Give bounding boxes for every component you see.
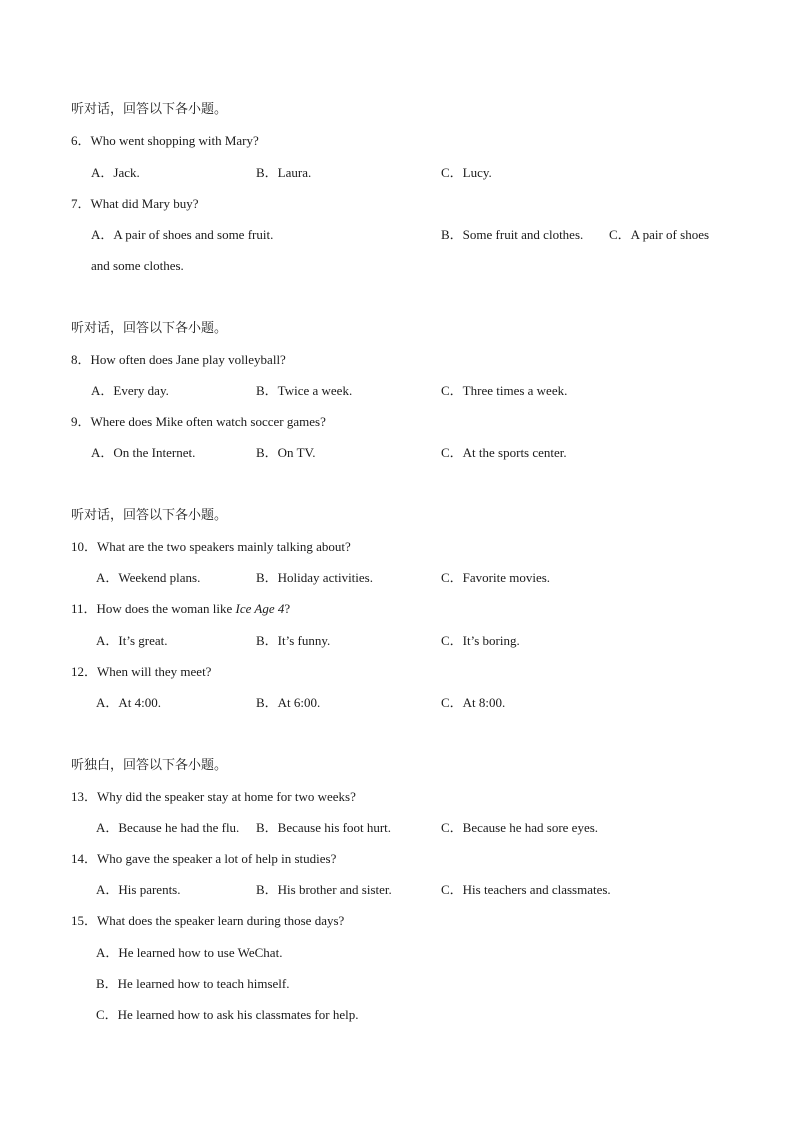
question-number: 10．: [71, 539, 98, 554]
option-c: C．At 8:00.: [441, 695, 506, 710]
question-8: [71, 352, 286, 368]
option-c: C．He learned how to ask his classmates for help.: [96, 1007, 359, 1022]
section-heading: 听对话，回答以下各小题。: [71, 508, 228, 523]
option-c: C．Lucy.: [441, 165, 492, 180]
option-b: B．He learned how to teach himself.: [96, 976, 290, 991]
option-a: A．At 4:00.: [96, 695, 162, 710]
question-number: 7．: [71, 196, 91, 211]
section-heading: 听对话，回答以下各小题。: [71, 321, 228, 336]
question-13: [71, 789, 356, 805]
question-9: [71, 414, 326, 430]
option-a: A．He learned how to use WeChat.: [96, 945, 283, 960]
option-a: A．His parents.: [96, 882, 181, 897]
question-10: [71, 539, 351, 555]
option-b: B．Laura.: [256, 165, 312, 180]
question-text: Who went shopping with Mary?: [90, 133, 259, 148]
question-number: 6．: [71, 133, 91, 148]
option-b: B．Twice a week.: [256, 383, 353, 398]
option-a: A．On the Internet.: [91, 445, 196, 460]
option-b: B．Some fruit and clothes.: [441, 227, 584, 242]
question-text: What are the two speakers mainly talking about?: [97, 539, 351, 554]
option-a: A．Weekend plans.: [96, 570, 201, 585]
option-b: B．Holiday activities.: [256, 570, 373, 585]
option-a: A．A pair of shoes and some fruit.: [91, 227, 274, 242]
question-12: [71, 664, 211, 680]
question-number: 13．: [71, 789, 98, 804]
question-7: [71, 196, 198, 212]
question-text: Why did the speaker stay at home for two weeks?: [97, 789, 356, 804]
question-6: [71, 133, 259, 149]
section-heading: 听独白，回答以下各小题。: [71, 758, 228, 773]
question-number: 8．: [71, 352, 91, 367]
question-text: Where does Mike often watch soccer games?: [90, 414, 326, 429]
question-text: How does the woman like: [96, 601, 236, 616]
option-b: B．Because his foot hurt.: [256, 820, 392, 835]
option-b: B．At 6:00.: [256, 695, 321, 710]
question-text: What does the speaker learn during those days?: [97, 913, 345, 928]
question-text: When will they meet?: [97, 664, 212, 679]
option-a: A．It’s great.: [96, 633, 168, 648]
option-c: C．At the sports center.: [441, 445, 567, 460]
question-number: 15．: [71, 913, 98, 928]
option-a: A．Every day.: [91, 383, 169, 398]
question-number: 14．: [71, 851, 98, 866]
question-15: [71, 913, 344, 929]
option-continuation: and some clothes.: [91, 258, 184, 273]
option-c: C．Three times a week.: [441, 383, 568, 398]
option-b: B．It’s funny.: [256, 633, 331, 648]
question-text: Who gave the speaker a lot of help in studies?: [97, 851, 337, 866]
question-number: 11．: [71, 601, 97, 616]
question-11: [71, 601, 290, 617]
option-a: A．Because he had the flu.: [96, 820, 240, 835]
option-c: C．A pair of shoes: [609, 227, 710, 242]
question-text: What did Mary buy?: [90, 196, 199, 211]
option-c: C．Favorite movies.: [441, 570, 551, 585]
option-b: B．His brother and sister.: [256, 882, 392, 897]
movie-title: Ice Age 4: [235, 601, 285, 616]
option-c: C．Because he had sore eyes.: [441, 820, 599, 835]
option-b: B．On TV.: [256, 445, 316, 460]
question-number: 9．: [71, 414, 91, 429]
option-c: C．His teachers and classmates.: [441, 882, 611, 897]
question-mark: ?: [284, 601, 291, 616]
question-14: [71, 851, 336, 867]
question-number: 12．: [71, 664, 98, 679]
option-c: C．It’s boring.: [441, 633, 520, 648]
question-text: How often does Jane play volleyball?: [90, 352, 286, 367]
option-a: A．Jack.: [91, 165, 140, 180]
section-heading: 听对话，回答以下各小题。: [71, 102, 228, 117]
